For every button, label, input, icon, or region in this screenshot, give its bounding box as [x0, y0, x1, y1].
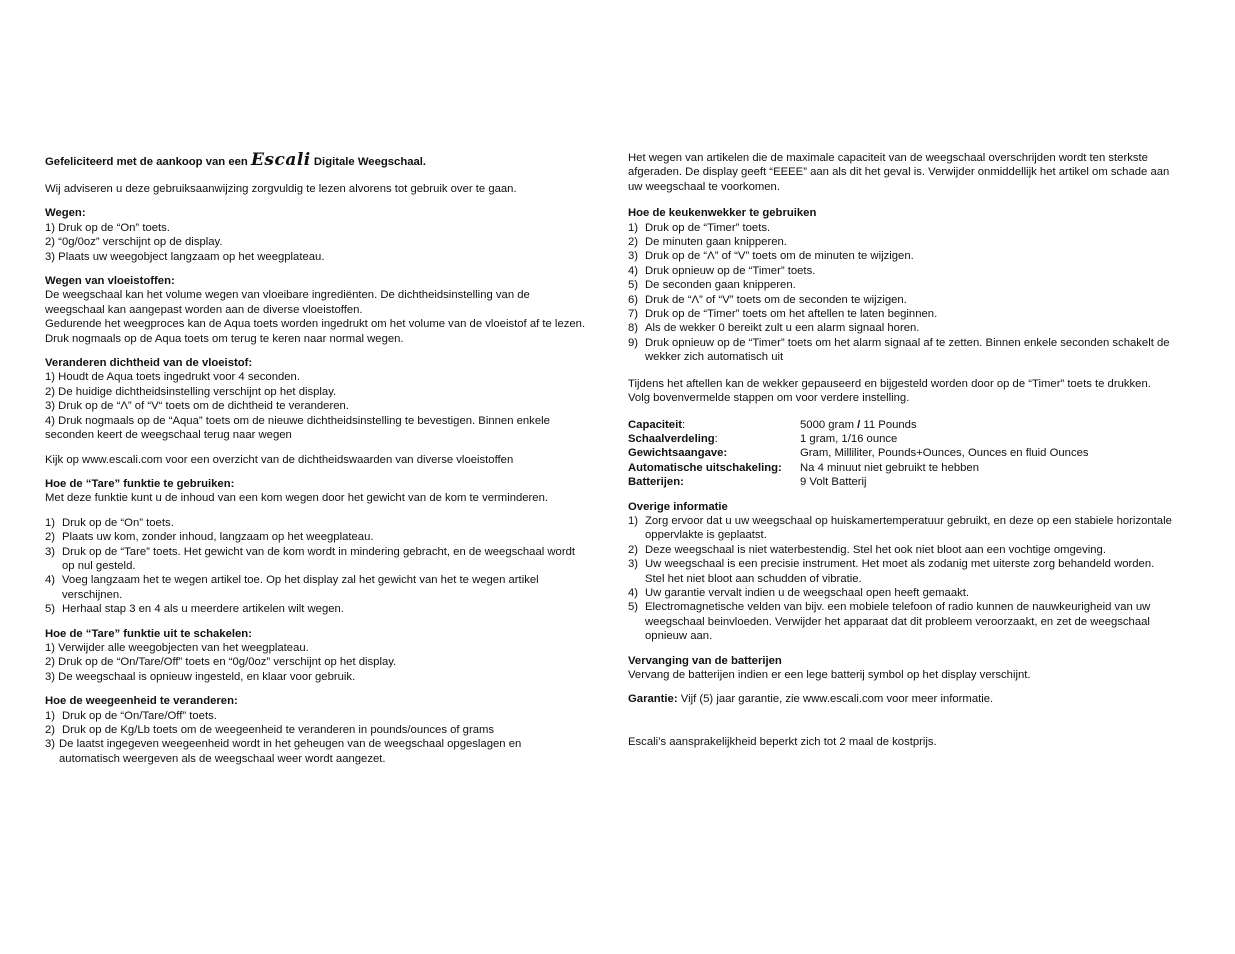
heading-batterijen: Vervanging van de batterijen — [628, 654, 782, 667]
list-item: 8) Als de wekker 0 bereikt zult u een alarm signaal horen. — [628, 322, 920, 335]
spec-row: Capaciteit: 5000 gram / 11 Pounds — [628, 418, 917, 431]
paragraph: Gedurende het weegproces kan de Aqua toets worden ingedrukt om het volume van de vloeistof af te lezen. Druk nogmaals op de Aqua toets om terug te keren naar normal wegen. — [45, 318, 586, 345]
heading-vloeistoffen: Wegen van vloeistoffen: — [45, 275, 175, 288]
spec-table — [628, 418, 1173, 490]
intro-after: Digitale Weegschaal. — [313, 156, 427, 168]
escali-logo: Escali — [250, 150, 311, 170]
heading-keukenwekker: Hoe de keukenwekker te gebruiken — [628, 207, 817, 220]
list-item: 3) De weegschaal is opnieuw ingesteld, en klaar voor gebruik. — [45, 670, 356, 683]
list-item: 6) Druk de “Λ” of “V” toets om de seconden te wijzigen. — [628, 293, 907, 306]
heading-dichtheid: Veranderen dichtheid van de vloeistof: — [45, 357, 253, 370]
list-item: 3) Druk op de “Λ” of “V“ toets om de dichtheid te veranderen. — [45, 400, 349, 413]
list-item: 4) Voeg langzaam het te wegen artikel toe. Op het display zal het gewicht van het te wegen artikel verschijnen. — [45, 574, 539, 601]
list-item: 3) De laatst ingegeven weegeenheid wordt in het geheugen van de weegschaal opgeslagen en automatisch weergeven als de weegschaal weer wordt aangezet. — [45, 738, 522, 765]
list-item: 2) De minuten gaan knipperen. — [628, 236, 787, 249]
list-item: 5) Electromagnetische velden van bijv. een mobiele telefoon of radio kunnen de nauwkeurigheid van uw weegschaal beinvloeden. Verwijder het apparaat dat dit probleem veroorzaakt, en zet de weegschaal opnieuw aan. — [628, 601, 1151, 643]
garantie-line — [628, 692, 1173, 706]
list-item: 3) Uw weegschaal is een precisie instrument. Het moet als zodanig met uiterste zorg behandeld worden. Stel het niet bloot aan schudden of vibratie. — [628, 558, 1155, 585]
heading-wegen: Wegen: — [45, 207, 86, 220]
left-column — [45, 150, 590, 766]
list-item: 9) Druk opnieuw op de “Timer” toets om het alarm signaal af te zetten. Binnen enkele seconden schakelt de wekker zich automatisch uit — [628, 336, 1170, 364]
kijk-text: Kijk op www.escali.com voor een overzicht van de dichtheidswaarden van diverse vloeistoffen — [45, 453, 514, 466]
list-item: 1) Druk op de “On” toets. — [45, 221, 170, 234]
list-item: 3) Plaats uw weegobject langzaam op het weegplateau. — [45, 250, 325, 263]
list-item: 2) Plaats uw kom, zonder inhoud, langzaam op het weegplateau. — [45, 531, 374, 544]
wekker-note: Tijdens het aftellen kan de wekker gepauseerd en bijgesteld worden door op de “Timer” toets te drukken. Volg bovenvermelde stappen om voor verdere instelling. — [628, 377, 1151, 405]
list-item: 5) Herhaal stap 3 en 4 als u meerdere artikelen wilt wegen. — [45, 603, 344, 616]
list-item: 4) Druk nogmaals op de “Aqua” toets om de nieuwe dichtheidsinstelling te bevestigen. Binnen enkele seconden keert de weegschaal terug naar wegen — [45, 414, 550, 442]
spec-row: Batterijen: 9 Volt Batterij — [628, 476, 867, 489]
list-item: 2) De huidige dichtheidsinstelling verschijnt op het display. — [45, 385, 337, 398]
list-item: 2) Druk op de Kg/Lb toets om de weegeenheid te veranderen in pounds/ounces of grams — [45, 724, 495, 736]
list-item: 4) Druk opnieuw op de “Timer” toets. — [628, 264, 816, 277]
aansprakelijkheid-text: Escali’s aansprakelijkheid beperkt zich tot 2 maal de kostprijs. — [628, 735, 937, 748]
list-item: 1) Druk op de “On/Tare/Off” toets. — [45, 709, 217, 722]
list-item: 3) Druk op de “Tare” toets. Het gewicht van de kom wordt in mindering gebracht, en de weegschaal wordt op nul gesteld. — [45, 545, 576, 572]
list-item: 2) Deze weegschaal is niet waterbestendig. Stel het ook niet bloot aan een vochtige omgeving. — [628, 543, 1106, 556]
list-item: 1) Zorg ervoor dat u uw weegschaal op huiskamertemperatuur gebruikt, en deze op een stabiele horizontale oppervlakte is geplaatst. — [628, 514, 1172, 542]
list-item: 7) Druk op de “Timer” toets om het aftellen te laten beginnen. — [628, 308, 938, 321]
list-item: 2) “0g/0oz” verschijnt op de display. — [45, 236, 223, 249]
spec-row: Schaalverdeling: 1 gram, 1/16 ounce — [628, 432, 898, 445]
heading-tare: Hoe de “Tare” funktie te gebruiken: — [45, 477, 235, 490]
intro-line — [45, 150, 590, 172]
spec-row: Gewichtsaangave: Gram, Milliliter, Pounds+Ounces, Ounces en fluid Ounces — [628, 447, 1089, 460]
paragraph: De weegschaal kan het volume wegen van vloeibare ingrediënten. De dichtheidsinstelling van de weegschaal kan aangepast worden aan de diverse vloeistoffen. — [45, 289, 530, 316]
intro-before: Gefeliciteerd met de aankoop van een — [45, 156, 248, 168]
list-item: 1) Druk op de “Timer” toets. — [628, 221, 771, 234]
list-item: 1) Houdt de Aqua toets ingedrukt voor 4 seconden. — [45, 371, 300, 384]
paragraph: Met deze funktie kunt u de inhoud van een kom wegen door het gewicht van de kom te verminderen. — [45, 492, 549, 505]
heading-overige: Overige informatie — [628, 500, 728, 513]
capacity-warning: Het wegen van artikelen die de maximale capaciteit van de weegschaal overschrijden wordt ten sterkste afgeraden. De display geeft “EEEE” aan als dit het geval is. Verwijder onmiddellijk het artikel om schade aan uw weegschaal te voorkomen. — [628, 152, 1170, 193]
list-item: 1) Druk op de “On” toets. — [45, 516, 174, 529]
right-column — [628, 151, 1173, 749]
list-item: 3) Druk op de “Λ” of “V” toets om de minuten te wijzigen. — [628, 250, 914, 263]
heading-tare-off: Hoe de “Tare” funktie uit te schakelen: — [45, 627, 252, 640]
batterij-text: Vervang de batterijen indien er een lege batterij symbol op het display verschijnt. — [628, 669, 1031, 681]
spec-row: Automatische uitschakeling: Na 4 minuut niet gebruikt te hebben — [628, 461, 979, 474]
list-item: 2) Druk op de “On/Tare/Off” toets en “0g/0oz” verschijnt op het display. — [45, 656, 397, 669]
list-item: 4) Uw garantie vervalt indien u de weegschaal open heeft gemaakt. — [628, 586, 970, 599]
garantie-label: Garantie: — [628, 693, 678, 706]
list-item: 1) Verwijder alle weegobjecten van het weegplateau. — [45, 641, 309, 654]
heading-weegeenheid: Hoe de weegeenheid te veranderen: — [45, 695, 238, 708]
advice-text: Wij adviseren u deze gebruiksaanwijzing zorgvuldig te lezen alvorens tot gebruik over te gaan. — [45, 183, 517, 195]
list-item: 5) De seconden gaan knipperen. — [628, 279, 796, 292]
garantie-text: Vijf (5) jaar garantie, zie www.escali.com voor meer informatie. — [677, 693, 994, 706]
